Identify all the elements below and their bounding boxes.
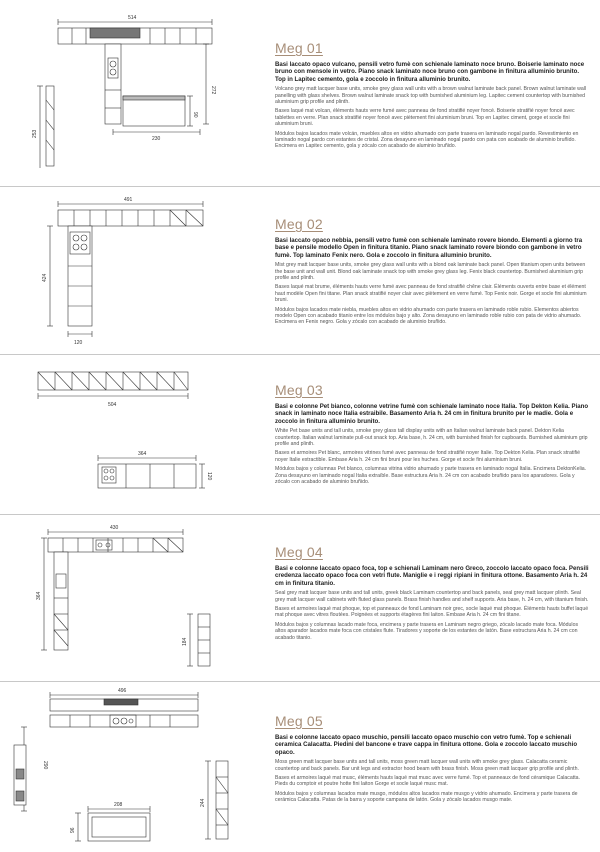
lead-paragraph: Basi e colonne laccato opaco foca, top e schienali Laminam nero Greco, zoccolo laccato opaco foca. Pensili credenza laccato opaco foca con vetri flute. Maniglie e i reggi ripiani in finitura ottone. Basamento Aria h. 24 cm in finitura titanio. — [275, 565, 589, 587]
dim-meg04-right: 184 — [182, 637, 188, 646]
dim-meg05-small: 96 — [70, 827, 76, 833]
plan-drawing-meg-02 — [0, 186, 262, 351]
lead-paragraph: Basi e colonne laccato opaco muschio, pensili laccato opaco muschio con vetro fumè. Top e schienali ceramica Calacatta. Piedini del bancone e trave cappa in finitura ottone. Gola e zoccolo laccato muschio opaco. — [275, 734, 578, 756]
lead-paragraph: Basi laccato opaco vulcano, pensili vetro fumè con schienale laminato noce bruno. Boiserie laminato noce bruno con mensole in vetro. Piano snack laminato noce bruno con gambone in finitura alluminio brunito. Top in Lapitec cemento, gola e zoccolo in finitura alluminio brunito. — [275, 61, 585, 83]
paragraph-fr: Bases laqué mat brume, éléments hauts verre fumé avec panneau de fond stratifié chêne clair. Éléments ouverts entre base et élément haut modèle Open fini titane. Plan snack stratifié noyer clair avec piètement en verre fumé. Top Fenix noir. Gorge et socle fini aluminium bruni. — [275, 284, 587, 304]
lead-paragraph: Basi laccato opaco nebbia, pensili vetro fumè con schienale laminato rovere biondo. Elementi a giorno tra base e pensile modello Open in finitura titanio. Piano snack laminato rovere biondo con gambone in vetro fumè. Top laminato Fenix nero. Gola e zoccolo in finitura alluminio brunito. — [275, 237, 583, 259]
dim-meg05-top: 496 — [118, 688, 127, 694]
dim-meg01-width: 514 — [128, 15, 137, 21]
section-title: Meg 01 — [275, 40, 323, 56]
floor-plan-meg-03 — [0, 354, 262, 514]
section-meg-01 — [0, 0, 600, 168]
paragraph-en: White Pet base units and tall units, smoke grey glass tall display units with an Italian walnut laminate back panel. Dekton Kelia countertop. Italian walnut laminate pull-out snack top. Aria base, h. 24 cm, with burnished finish for cupboards. Burnished aluminium grip profile and plinth. — [275, 428, 588, 448]
section-title: Meg 02 — [275, 216, 323, 232]
paragraph-fr: Bases et armoires Pet blanc, armoires vitrines fumé avec panneau de fond stratifié noyer Italie. Top Dekton Kelia. Plan snack stratifié noyer Italie extractible. Embase Aria h. 24 cm fini bruni pour les huches. Gorge et socle fini aluminium bruni. — [275, 450, 580, 463]
paragraph-en: Seal grey matt lacquer base units and tall units, greek black Laminam countertop and back panels, seal grey matt lacquer plinth. Seal grey matt lacquer wall cabinets with fluted glass panels. Brass finish handles and shelf supports. Aria base, h. 24 cm, with titanium finish. — [275, 590, 589, 603]
section-title: Meg 03 — [275, 382, 323, 398]
text-block-meg-01 — [275, 40, 590, 153]
dim-meg02-top: 491 — [124, 197, 133, 203]
text-block-meg-05 — [275, 713, 590, 807]
floor-plan-meg-05 — [0, 681, 262, 852]
floor-plan-meg-02 — [0, 186, 262, 351]
dim-meg01-left: 253 — [32, 129, 38, 138]
text-block-meg-03 — [275, 382, 590, 488]
paragraph-en: Volcano grey matt lacquer base units, smoke grey glass wall units with a brown walnut laminate back panel. Brown walnut laminate wall panelling with glass shelves. Brown walnut laminate snack top with burnished aluminium leg. Lapitec cement countertop with burnished aluminium grip profile and plinth. — [275, 86, 587, 106]
plan-drawing-meg-05 — [0, 681, 262, 852]
paragraph-fr: Bases et armoires laqué mat musc, éléments hauts laqué mat musc avec verre fumé. Top et panneaux de fond céramique Calacatta. Pieds du comptoir et poutre hotte fini laiton Gorge et socle laqué musc mat. — [275, 775, 580, 788]
plan-drawing-meg-03 — [0, 354, 262, 514]
dim-meg01-mid: 90 — [192, 112, 198, 118]
dim-meg02-bottom: 120 — [74, 340, 83, 346]
paragraph-es: Módulos bajos lacados mate niebla, muebles altos en vidrio ahumado con parte trasera en laminado roble rubio. Elementos abiertos modelo Open con acabado titanio entre los módulos bajo y alto. Zona desayuno en laminado roble rubio con pata de vidrio ahumado. Encimera en Fenix negro. Gola y zócalo con acabado de aluminio bruñido. — [275, 306, 582, 326]
paragraph-en: Moss green matt lacquer base units and tall units, moss green matt lacquer wall units with smoke grey glass. Calacatta ceramic countertop and back panels. Bar unit legs and extractor hood beam with brass finish. Moss green matt lacquer grip profile and plinth. — [275, 759, 579, 772]
section-meg-05 — [0, 681, 600, 852]
section-meg-02 — [0, 186, 600, 351]
paragraph-fr: Bases laqué mat volcan, éléments hauts verre fumé avec panneau de fond stratifié noyer foncé. Boiserie stratifié noyer foncé avec tablettes en verre. Plan snack stratifié noyer foncé avec piètement fini aluminium bruni. Top en Lapitec ciment, gorge et socle fini aluminium bruni. — [275, 108, 575, 128]
dim-meg01-bottom: 230 — [152, 136, 161, 142]
paragraph-en: Mist grey matt lacquer base units, smoke grey glass wall units with a blond oak laminate back panel. Open titanium open units between the base unit and wall unit. Blond oak laminate snack top with smoke grey glass leg. Fenix black countertop. Burnished aluminium grip profile and plinth. — [275, 262, 586, 282]
section-meg-03 — [0, 354, 600, 514]
dim-meg04-left: 364 — [36, 591, 42, 600]
text-block-meg-02 — [275, 216, 590, 329]
floor-plan-meg-04 — [0, 514, 262, 680]
plan-drawing-meg-01 — [0, 0, 262, 168]
plan-drawing-meg-04 — [0, 514, 262, 680]
text-block-meg-04 — [275, 544, 590, 644]
paragraph-es: Módulos bajos y columnas Pet blanco, columnas vitrina vidrio ahumado y parte trasera en laminado nogal Italia. Encimera DektonKelia. Zona desayuno en laminado nogal Italia extraíble. Base estructura Aria h. 24 cm con acabado bruñido para los aparadores. Gola y zócalo con acabado de aluminio bruñido. — [275, 466, 587, 486]
dim-meg03-top: 504 — [108, 402, 117, 408]
dim-meg03-island: 364 — [138, 451, 147, 457]
dim-meg05-island: 208 — [114, 802, 123, 808]
section-title: Meg 05 — [275, 713, 323, 729]
dim-meg05-left: 290 — [42, 761, 48, 770]
section-title: Meg 04 — [275, 544, 323, 560]
dim-meg04-top: 430 — [110, 525, 119, 531]
dim-meg02-left: 424 — [42, 273, 48, 282]
floor-plan-meg-01 — [0, 0, 262, 168]
paragraph-es: Módulos bajos lacados mate volcán, muebles altos en vidrio ahumado con parte trasera en laminado nogal pardo. Revestimiento en laminado nogal pardo con estantes de cristal. Zona desayuno en laminado nogal pardo con pata con acabado de aluminio bruñido. Encimera en Lapitec cemento, gola y zócalo con acabado de aluminio bruñido. — [275, 130, 579, 150]
paragraph-fr: Bases et armoires laqué mat phoque, top et panneaux de fond Laminam noir grec, socle laqué mat phoque. Éléments hauts buffet laqué mat phoque avec vitres floutées. Poignées et supports étagères fini laiton. Embase Aria h. 24 cm fini titane. — [275, 606, 589, 619]
dim-meg01-right: 272 — [210, 86, 216, 95]
paragraph-es: Módulos bajos y columnas lacados mate musgo, módulos altos lacados mate musgo y vidrio ahumado. Encimera y parte trasera de cerámica Calacatta. Patas de la barra y soporte campana de latón. Gola y zócalo lacados musgo mate. — [275, 790, 578, 804]
lead-paragraph: Basi e colonne Pet bianco, colonne vetrine fumè con schienale laminato noce Italia. Top Dekton Kelia. Piano snack in laminato noce Italia estraibile. Basamento Aria h. 24 cm in finitura brunito per le madie. Gola e zoccolo in finitura alluminio brunito. — [275, 403, 589, 425]
dim-meg03-right: 120 — [206, 472, 212, 481]
paragraph-es: Módulos bajos y columnas lacado mate foca, encimera y parte trasera en Laminam negro griego, zócalo lacado mate foca. Módulos altos aparador lacados mate foca con cristales flute. Tiradores y soporte de los estantes de latón. Base estructura Aria h. 24 cm con acabado titanio. — [275, 621, 579, 641]
section-meg-04 — [0, 514, 600, 680]
dim-meg05-right: 244 — [200, 798, 206, 807]
